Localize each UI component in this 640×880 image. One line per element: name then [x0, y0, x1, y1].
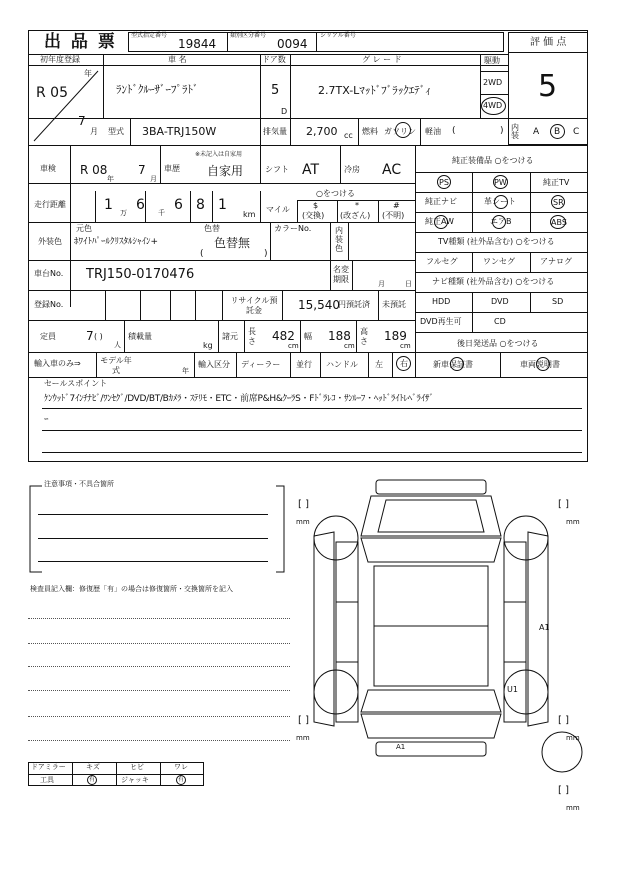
mm-top-right: mm — [566, 518, 580, 526]
capacity-unit: 人 — [114, 341, 121, 349]
airbag-item: エアB — [490, 217, 512, 226]
mile-label: マイル — [266, 205, 290, 214]
form-title: 出 品 票 — [44, 32, 117, 52]
sr-item: SR — [553, 198, 564, 207]
score-label: 評 価 点 — [530, 37, 567, 48]
swap-label: (交換) — [302, 211, 325, 220]
width-value: 188 — [328, 329, 351, 343]
mark-a1-bottom: A1 — [396, 743, 406, 751]
abs-item: ABS — [551, 218, 567, 227]
exterior-label: 外装色 — [38, 237, 62, 246]
displacement-label: 排気量 — [263, 127, 287, 136]
rename-day: 日 — [405, 280, 412, 288]
load-unit: kg — [203, 341, 213, 350]
model-code-label: 型式 — [108, 127, 124, 136]
parallel-label: 並行 — [296, 360, 312, 369]
ac-label: 冷房 — [344, 165, 360, 174]
mm-bottom-right: mm — [566, 734, 580, 742]
class-value: 0094 — [277, 37, 308, 51]
inspection-year-unit: 年 — [107, 175, 114, 183]
import-class-label: 輸入区分 — [198, 360, 230, 369]
first-reg-month: 7 — [78, 114, 86, 128]
type-cert-label: 型式指定番号 — [131, 32, 168, 39]
ps-item: PS — [439, 178, 449, 187]
doors-label: ドア数 — [262, 55, 286, 64]
model-name-label: 車 名 — [168, 55, 187, 64]
dvd-play-item: DVD再生可 — [420, 317, 462, 326]
mileage-sen: 千 — [158, 209, 165, 217]
interior-grade-a: A — [533, 127, 540, 137]
dims-label: 諸元 — [222, 332, 238, 341]
height-value: 189 — [384, 329, 407, 343]
drive-4wd: 4WD — [483, 101, 503, 110]
fuel-gasoline: ガソリン — [384, 127, 416, 136]
mark-a1-right: A1 — [539, 623, 550, 632]
width-label: 幅 — [304, 332, 312, 341]
dvd-item: DVD — [491, 297, 509, 306]
manual-circle — [536, 357, 550, 371]
analog-item: アナログ — [540, 257, 572, 266]
inspection-month: 7 — [138, 163, 146, 177]
history-note: ※未記入は自家用 — [195, 151, 243, 158]
doors-sub: D — [281, 107, 288, 116]
recycle-value: 15,540 — [298, 298, 340, 312]
tamper-label: (改ざん) — [340, 211, 371, 220]
scratch-label: キズ — [86, 763, 100, 771]
first-reg-year-unit: 年 — [84, 69, 92, 78]
mm-spare: mm — [566, 804, 580, 812]
unknown-symbol: # — [393, 201, 400, 210]
tamper-symbol: * — [355, 201, 359, 210]
capacity-value: 7 — [86, 329, 94, 343]
doors-value: 5 — [271, 83, 280, 98]
height-label: 高さ — [360, 327, 368, 346]
model-year-label: モデル年式 — [100, 356, 132, 375]
sales-label: セールスポイント — [44, 379, 108, 388]
navi-title: ナビ種類 (社外品含む) ○をつける — [432, 277, 555, 286]
left-label: 左 — [375, 360, 383, 369]
warranty-item: 新車保証書 — [433, 360, 473, 369]
fullseg-item: フルセグ — [426, 257, 458, 266]
leather-seat-item: 革シート — [484, 197, 516, 206]
dealer-label: ディーラー — [241, 360, 281, 369]
tool-label: 工具 — [40, 776, 54, 784]
inspection-label: 車検 — [40, 164, 56, 173]
mileage-d2: 6 — [136, 197, 145, 213]
swap-symbol: $ — [313, 201, 319, 210]
genuine-aw-item: 純正AW — [425, 217, 454, 226]
fuel-label: 燃料 — [362, 127, 378, 136]
unknown-label: (不明) — [382, 211, 405, 220]
bracket-top-left: [ ] — [298, 499, 309, 510]
bracket-top-right: [ ] — [558, 499, 569, 510]
sales-line2: ｰ — [44, 415, 49, 425]
mileage-d4: 8 — [196, 197, 205, 213]
original-color-value: ﾎﾜｲﾄﾊﾟｰﾙｸﾘｽﾀﾙｼｬｲﾝ+ — [74, 237, 159, 247]
ac-value: AC — [382, 162, 402, 178]
color-paren-open: ( — [200, 249, 204, 259]
first-reg-year: R 05 — [36, 85, 68, 101]
mark-u1: U1 — [507, 685, 518, 694]
bracket-bottom-right: [ ] — [558, 715, 569, 726]
first-reg-month-unit: 月 — [90, 127, 98, 136]
grade-label: グ レ ー ド — [362, 55, 402, 64]
mileage-d1: 1 — [104, 197, 113, 213]
class-label: 類別区分番号 — [230, 32, 267, 39]
mirror-label: ドアミラー — [31, 763, 66, 771]
interior-grade-c: C — [573, 127, 580, 137]
capacity-paren: ( ) — [94, 332, 103, 341]
drive-2wd: 2WD — [483, 78, 503, 87]
color-paren-close: ) — [264, 249, 268, 259]
hdd-item: HDD — [432, 297, 451, 306]
recycle-label: リサイクル預託金 — [230, 296, 278, 315]
recycle-unit: 円預託済 — [338, 300, 370, 309]
mm-bottom-left: mm — [296, 734, 310, 742]
interior-color-label: 内装色 — [335, 226, 343, 253]
car-diagram — [296, 476, 596, 796]
type-cert-value: 19844 — [178, 37, 217, 51]
mileage-km: km — [243, 210, 256, 219]
model-code-value: 3BA-TRJ150W — [142, 125, 217, 138]
fuel-paren-close: ) — [500, 126, 504, 136]
first-reg-label: 初年度登録 — [40, 55, 80, 64]
history-label: 車歴 — [164, 164, 180, 173]
drive-label: 駆動 — [484, 56, 500, 65]
manual-item: 車両説明書 — [520, 360, 560, 369]
break-label: ワレ — [174, 763, 188, 771]
jack-have: 有 — [178, 776, 185, 783]
length-value: 482 — [272, 329, 295, 343]
circle-note: ○をつける — [316, 189, 355, 198]
jack-label: ジャッキ — [121, 776, 149, 784]
chassis-value: TRJ150-0170476 — [86, 267, 195, 282]
shift-value: AT — [302, 162, 320, 178]
mileage-man: 万 — [120, 209, 127, 217]
rename-month: 月 — [378, 280, 385, 288]
inspection-year: R 08 — [80, 163, 108, 177]
interior-grade-b: B — [554, 127, 561, 137]
capacity-label: 定員 — [40, 332, 56, 341]
model-year-unit: 年 — [182, 367, 189, 375]
height-unit: cm — [400, 342, 411, 350]
serial-label: シリアル番号 — [320, 32, 356, 39]
length-label: 長さ — [248, 327, 256, 346]
model-name-value: ﾗﾝﾄﾞｸﾙｰｻﾞｰﾌﾟﾗﾄﾞ — [116, 83, 199, 96]
displacement-unit: cc — [344, 131, 353, 140]
import-label: 輸入車のみ⇒ — [34, 359, 81, 368]
inspector-label: 検査員記入欄：修復歴「有」の場合は修復箇所・交換箇所を記入 — [30, 585, 233, 593]
load-label: 積載量 — [128, 332, 152, 341]
mileage-d5: 1 — [218, 197, 227, 213]
tv-title: TV種類 (社外品含む) ○をつける — [438, 237, 555, 246]
chassis-label: 車台No. — [34, 269, 64, 278]
sales-line1: ｹﾝｳｯﾄﾞ7ｲﾝﾁﾅﾋﾞ/ﾜﾝｾｸﾞ/DVD/BT/Bｶﾒﾗ・ｽﾃﾘﾓ・ETC・前席P&H&ｸｰﾗS・Fﾄﾞﾗﾚｺ・ｻﾝﾙｰﾌ・ﾍｯﾄﾞﾗｲﾄﾚﾍﾞﾗｲｻﾞ — [44, 394, 434, 404]
fuel-paren-open: ( — [452, 126, 456, 136]
length-unit: cm — [288, 342, 299, 350]
cd-item: CD — [494, 317, 506, 326]
rename-label: 名変期限 — [333, 265, 349, 284]
mm-top-left: mm — [296, 518, 310, 526]
reg-no-label: 登録No. — [34, 300, 64, 309]
bracket-bottom-left: [ ] — [298, 715, 309, 726]
interior-grade-label: 内装 — [511, 123, 519, 140]
oneseg-item: ワンセグ — [483, 257, 515, 266]
original-color-label: 元色 — [76, 224, 92, 233]
shift-label: シフト — [265, 165, 289, 174]
history-value: 自家用 — [207, 164, 244, 178]
genuine-title: 純正装備品 ○をつける — [452, 156, 534, 165]
handle-label: ハンドル — [326, 360, 358, 369]
color-no-label: カラーNo. — [274, 224, 312, 233]
displacement-value: 2,700 — [306, 125, 338, 138]
color-code-label: 色替 — [204, 224, 220, 233]
genuine-navi-item: 純正ナビ — [425, 197, 457, 206]
recycle-unpaid: 未預託 — [382, 300, 406, 309]
tool-have: 有 — [89, 776, 96, 783]
grade-value: 2.7TX-Lﾏｯﾄﾞﾌﾞﾗｯｸｴﾃﾞｨ — [318, 84, 431, 97]
width-unit: cm — [344, 342, 355, 350]
sd-item: SD — [552, 297, 564, 306]
mileage-d3: 6 — [174, 197, 183, 213]
genuine-tv-item: 純正TV — [543, 178, 570, 187]
caution-label: 注意事項・不具合箇所 — [44, 480, 114, 488]
crack-label: ヒビ — [130, 763, 144, 771]
bracket-spare: [ ] — [558, 785, 569, 796]
later-title: 後日発送品 ○をつける — [457, 339, 539, 348]
fuel-gasoline-circle — [395, 122, 411, 138]
mileage-label: 走行距離 — [34, 200, 66, 209]
warranty-circle — [450, 357, 464, 371]
color-change-value: 色替無 — [214, 236, 251, 250]
inspection-month-unit: 月 — [150, 175, 157, 183]
score-value: 5 — [538, 69, 558, 104]
pw-item: PW — [494, 178, 507, 187]
right-label: 右 — [400, 359, 408, 368]
fuel-diesel: 軽油 — [425, 127, 441, 136]
